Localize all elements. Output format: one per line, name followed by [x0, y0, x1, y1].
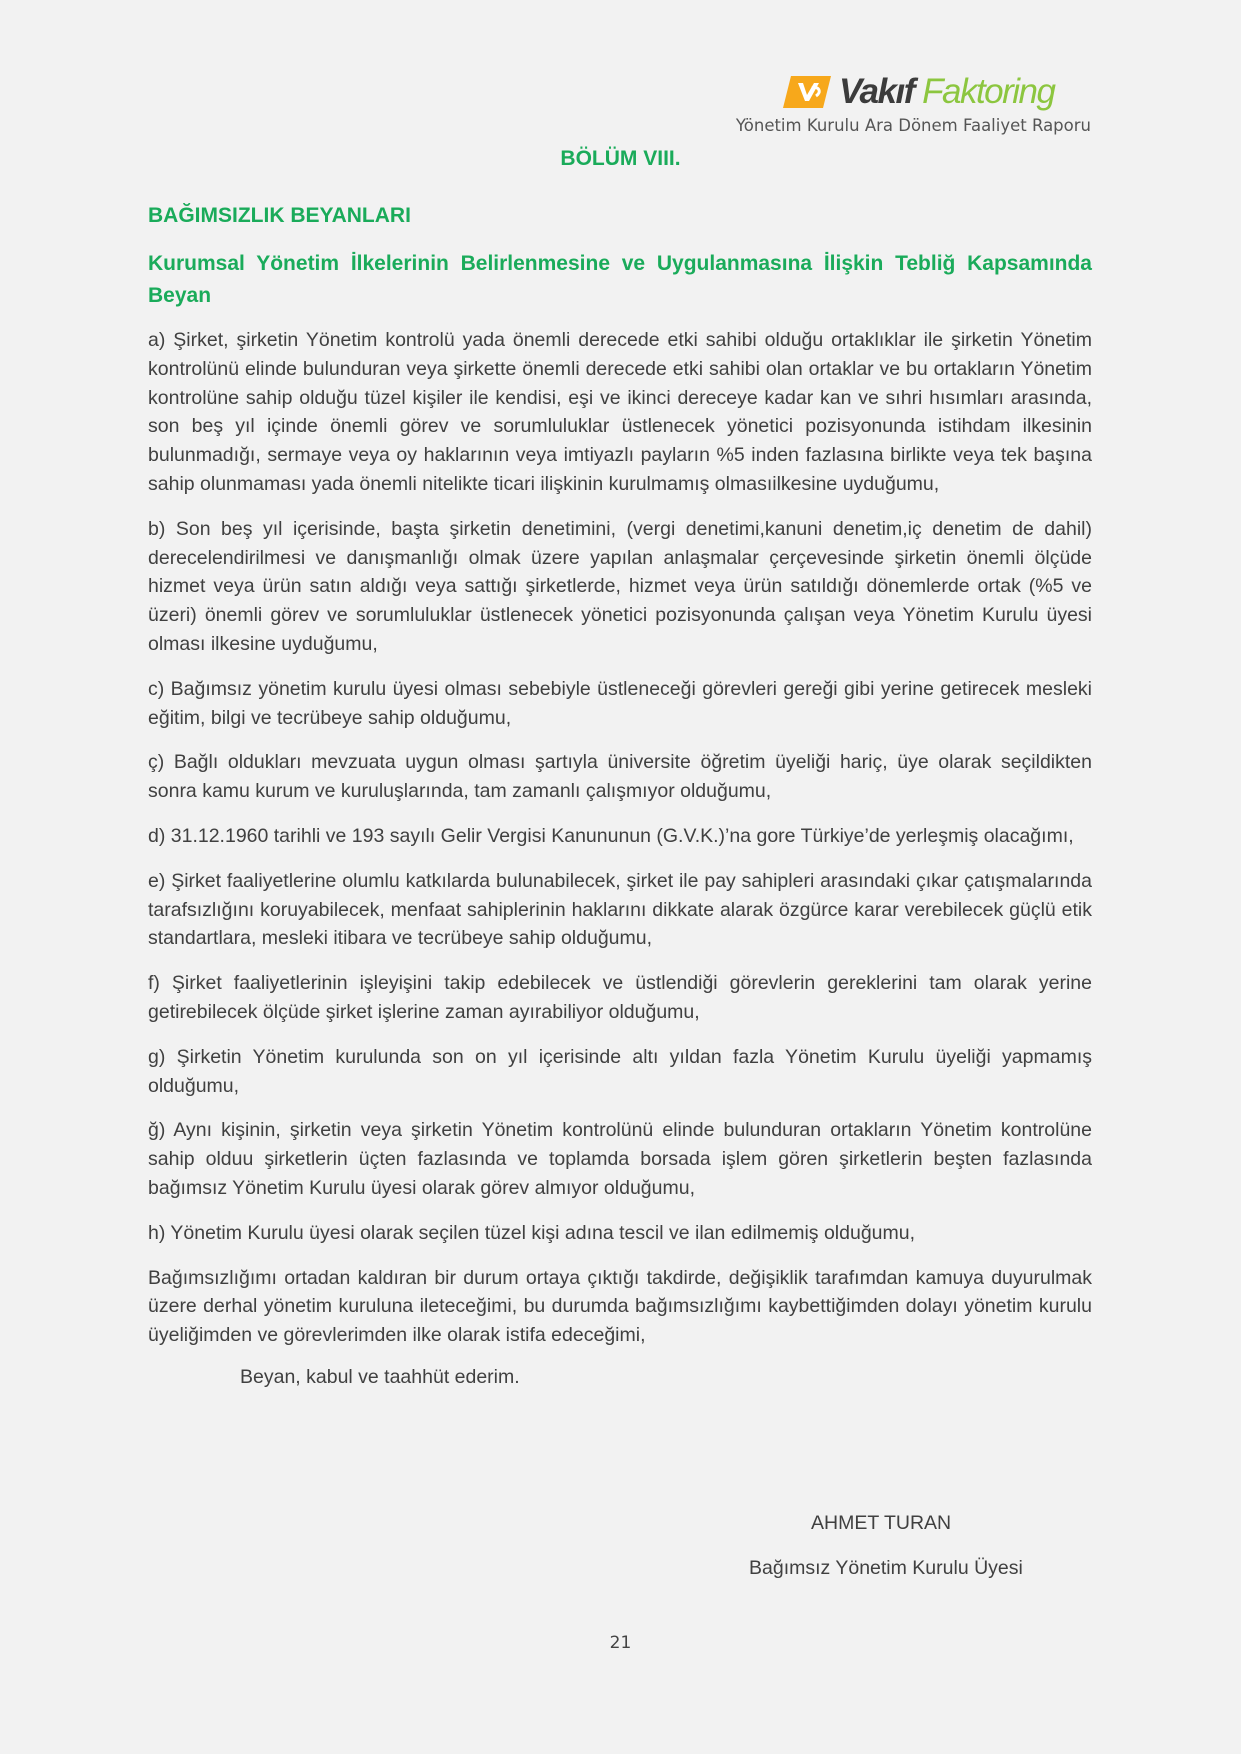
paragraph-c-cedilla: ç) Bağlı oldukları mevzuata uygun olması şartıyla üniversite öğretim üyeliği hariç, üye olarak seçildikten sonra kamu kurum ve kuruluşlarında, tam zamanlı çalışmıyor olduğumu, [148, 751, 1092, 803]
report-subtitle: Yönetim Kurulu Ara Dönem Faaliyet Raporu [735, 116, 1091, 135]
paragraph-resignation: Bağımsızlığımı ortadan kaldıran bir durum ortaya çıktığı takdirde, değişiklik tarafımdan kamuya duyurulmak üzere derhal yönetim kuruluna ileteceğimi, bu durumda bağımsızlığımı kaybettiğimden dolayı yönetim kurulu üyeliğimden ve görevlerimden ilke olarak istifa edeceğimi, [148, 1266, 1092, 1347]
logo-mark-icon [781, 74, 833, 110]
logo-text: Vakıf Faktoring [839, 72, 1055, 111]
paragraph-b: b) Son beş yıl içerisinde, başta şirketin denetimini, (vergi denetimi,kanuni denetim,iç denetim de dahil) derecelendirilmesi ve danışmanlığı olmak üzere yapılan anlaşmalar çerçevesinde şirketin önemli ölçüde hizmet veya ürün satın aldığı veya sattığı şirketlerde, hizmet veya ürün satıldığı dönemlerde ortak (%5 ve üzeri) önemli görev ve sorumluluklar üstlenecek yönetici pozisyonunda çalışan veya Yönetim Kurulu üyesi olması ilkesine uyduğumu, [148, 517, 1092, 655]
section-number: BÖLÜM VIII. [560, 147, 681, 170]
paragraph-g: g) Şirketin Yönetim kurulunda son on yıl içerisinde altı yıldan fazla Yönetim Kurulu üyeliği yapmamış olduğumu, [148, 1045, 1092, 1097]
paragraph-h: h) Yönetim Kurulu üyesi olarak seçilen tüzel kişi adına tescil ve ilan edilmemiş olduğumu, [148, 1221, 916, 1244]
section-title: BAĞIMSIZLIK BEYANLARI [148, 204, 411, 227]
document-body [148, 204, 1092, 1389]
paragraph-a: a) Şirket, şirketin Yönetim kontrolü yada önemli derecede etki sahibi olduğu ortaklıklar ile şirketin Yönetim kontrolünü elinde bulunduran veya şirkette önemli derecede etki sahibi olan ortaklar ve bu ortakların Yönetim kontrolüne sahip olduğu tüzel kişiler ile kendisi, eşi ve ikinci dereceye kadar kan ve sıhri hısımları arasında, son beş yıl içinde önemli görev ve sorumluluklar üstlenecek yönetici pozisyonunda istihdam ilkesinin bulunmadığı, sermaye veya oy haklarının veya imtiyazlı payların %5 inden fazlasına birlikte veya tek başına sahip olunmaması yada önemli nitelikte ticari ilişkinin kurulmamış olmasıilkesine uyduğumu, [148, 329, 1092, 495]
closing-statement: Beyan, kabul ve taahhüt ederim. [240, 1365, 520, 1388]
paragraph-c: c) Bağımsız yönetim kurulu üyesi olması sebebiyle üstleneceği görevleri gereği gibi yerine getirecek mesleki eğitim, bilgi ve tecrübeye sahip olduğumu, [148, 677, 1092, 729]
page-number: 21 [609, 1633, 632, 1653]
signatory-name: AHMET TURAN [811, 1512, 952, 1534]
section-subtitle: Kurumsal Yönetim İlkelerinin Belirlenmesine ve Uygulanmasına İlişkin Tebliğ Kapsamında Beyan [148, 252, 1092, 307]
paragraph-d: d) 31.12.1960 tarihli ve 193 sayılı Gelir Vergisi Kanununun (G.V.K.)’na gore Türkiye’de yerleşmiş olacağımı, [148, 824, 1074, 847]
paragraph-e: e) Şirket faaliyetlerine olumlu katkılarda bulunabilecek, şirket ile pay sahipleri arasındaki çıkar çatışmalarında tarafsızlığını koruyabilecek, menfaat sahiplerinin haklarını dikkate alarak özgürce karar verebilecek güçlü etik standartlara, mesleki itibara ve tecrübeye sahip olduğumu, [148, 869, 1092, 950]
company-logo [781, 70, 1055, 118]
signatory-role: Bağımsız Yönetim Kurulu Üyesi [749, 1557, 1023, 1579]
paragraph-f: f) Şirket faaliyetlerinin işleyişini takip edebilecek ve üstlendiği görevlerin gereklerini tam olarak yerine getirebilecek ölçüde şirket işlerine zaman ayırabiliyor olduğumu, [148, 972, 1092, 1023]
paragraph-g-breve: ğ) Aynı kişinin, şirketin veya şirketin Yönetim kontrolünü elinde bulunduran ortakların Yönetim kontrolüne sahip olduu şirketlerin üçten fazlasında ve toplamda borsada işlem gören şirketlerin beşten fazlasında bağımsız Yönetim Kurulu üyesi olarak görev almıyor olduğumu, [148, 1119, 1092, 1199]
